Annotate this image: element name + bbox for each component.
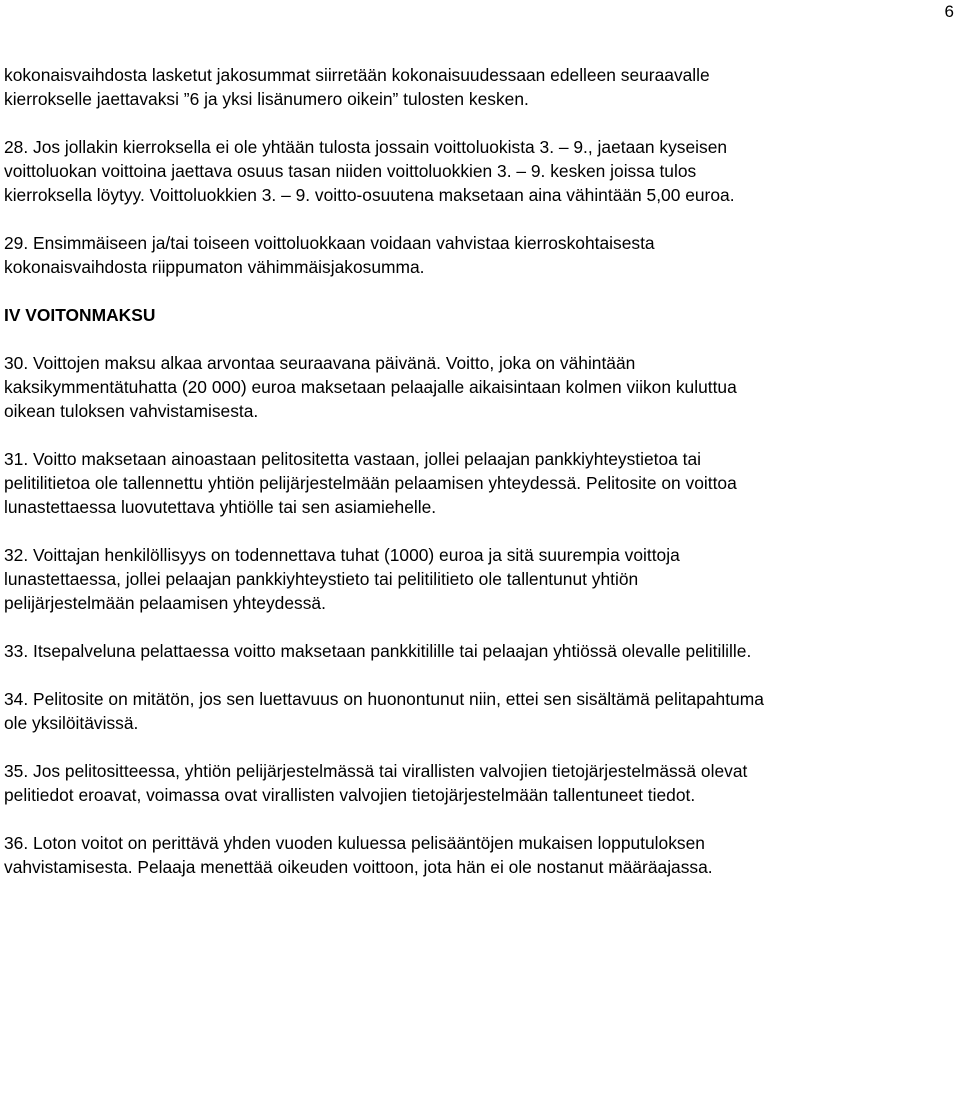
text-line: lunastettaessa, jollei pelaajan pankkiyhteystieto tai pelitilitieto ole tallentunut yhtiön — [4, 569, 639, 589]
rule-paragraph-28 — [4, 135, 954, 207]
text-line: 33. Itsepalveluna pelattaessa voitto maksetaan pankkitilille tai pelaajan yhtiössä olevalle pelitilille. — [4, 641, 752, 661]
text-line: oikean tuloksen vahvistamisesta. — [4, 401, 259, 421]
rule-paragraph-29 — [4, 231, 954, 279]
section-heading: IV VOITONMAKSU — [4, 305, 156, 325]
text-line: kokonaisvaihdosta lasketut jakosummat siirretään kokonaisuudessaan edelleen seuraavalle — [4, 65, 710, 85]
text-line: 32. Voittajan henkilöllisyys on todennettava tuhat (1000) euroa ja sitä suurempia voittoja — [4, 545, 680, 565]
page-number: 6 — [944, 2, 954, 21]
text-line: ole yksilöitävissä. — [4, 713, 139, 733]
rule-paragraph-33 — [4, 639, 954, 663]
rule-paragraph-35 — [4, 759, 954, 807]
text-line: 28. Jos jollakin kierroksella ei ole yhtään tulosta jossain voittoluokista 3. – 9., jaetaan kyseisen — [4, 137, 728, 157]
text-line: pelitiedot eroavat, voimassa ovat virallisten valvojien tietojärjestelmään tallentuneet tiedot. — [4, 785, 696, 805]
text-line: pelitilitietoa ole tallennettu yhtiön pelijärjestelmään pelaamisen yhteydessä. Pelitosite on voittoa — [4, 473, 737, 493]
rule-paragraph-36 — [4, 831, 954, 879]
text-line: kaksikymmentätuhatta (20 000) euroa maksetaan pelaajalle aikaisintaan kolmen viikon kuluttua — [4, 377, 737, 397]
text-line: voittoluokan voittoina jaettava osuus tasan niiden voittoluokkien 3. – 9. kesken joissa tulos — [4, 161, 697, 181]
text-line: pelijärjestelmään pelaamisen yhteydessä. — [4, 593, 326, 613]
text-line: kierroksella löytyy. Voittoluokkien 3. – 9. voitto-osuutena maksetaan aina vähintään 5,00 euroa. — [4, 185, 735, 205]
document-body — [4, 63, 954, 903]
text-line: 30. Voittojen maksu alkaa arvontaa seuraavana päivänä. Voitto, joka on vähintään — [4, 353, 636, 373]
rule-paragraph-30 — [4, 351, 954, 423]
text-line: kokonaisvaihdosta riippumaton vähimmäisjakosumma. — [4, 257, 425, 277]
text-line: kierrokselle jaettavaksi ”6 ja yksi lisänumero oikein” tulosten kesken. — [4, 89, 529, 109]
text-line: 29. Ensimmäiseen ja/tai toiseen voittoluokkaan voidaan vahvistaa kierroskohtaisesta — [4, 233, 655, 253]
text-line: 36. Loton voitot on perittävä yhden vuoden kuluessa pelisääntöjen mukaisen lopputuloksen — [4, 833, 705, 853]
rule-paragraph-32 — [4, 543, 954, 615]
text-line: 35. Jos pelitositteessa, yhtiön pelijärjestelmässä tai virallisten valvojien tietojärjestelmässä olevat — [4, 761, 748, 781]
text-line: vahvistamisesta. Pelaaja menettää oikeuden voittoon, jota hän ei ole nostanut määräajassa. — [4, 857, 713, 877]
text-line: lunastettaessa luovutettava yhtiölle tai sen asiamiehelle. — [4, 497, 437, 517]
text-line: 34. Pelitosite on mitätön, jos sen luettavuus on huonontunut niin, ettei sen sisältämä pelitapahtuma — [4, 689, 764, 709]
rule-paragraph-34 — [4, 687, 954, 735]
intro-paragraph — [4, 63, 954, 111]
text-line: 31. Voitto maksetaan ainoastaan pelitositetta vastaan, jollei pelaajan pankkiyhteystietoa tai — [4, 449, 702, 469]
rule-paragraph-31 — [4, 447, 954, 519]
